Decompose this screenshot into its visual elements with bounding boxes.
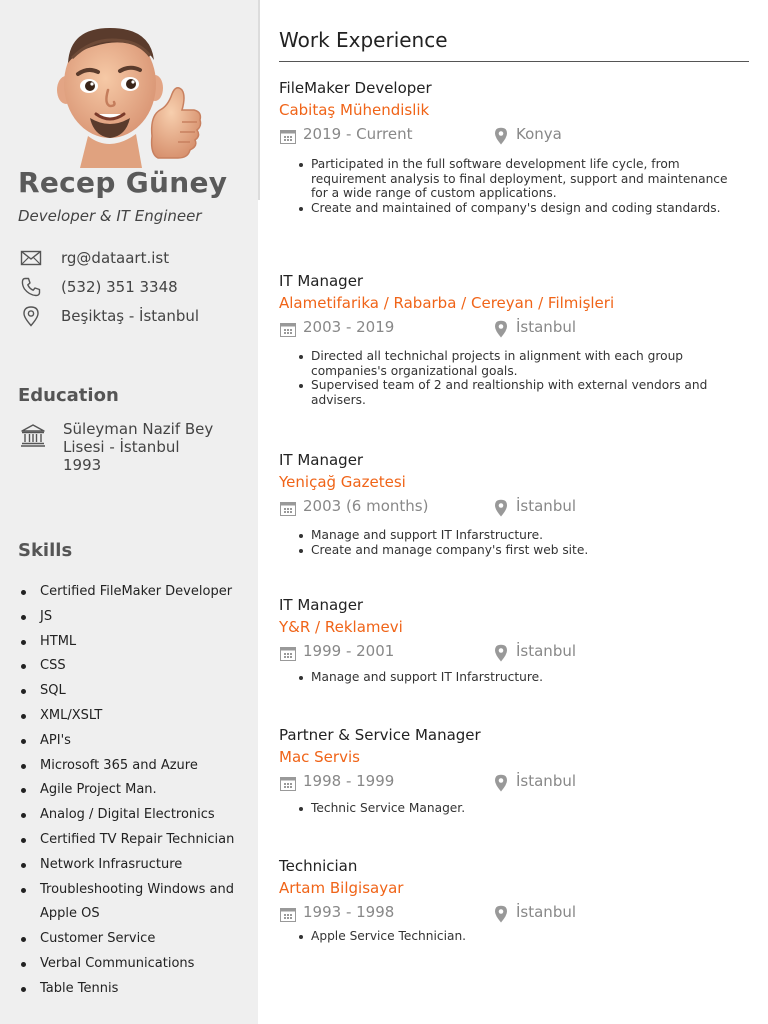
job-title: IT Manager <box>279 272 364 290</box>
job-bullets <box>298 157 728 215</box>
location-pin-icon <box>494 644 508 662</box>
job-bullet: Create and manage company's first web site. <box>298 543 728 558</box>
skill-item: Certified TV Repair Technician <box>20 828 250 853</box>
skill-item: XML/XSLT <box>20 704 250 729</box>
skill-item: Network Infrasructure <box>20 853 250 878</box>
job-meta <box>279 770 749 798</box>
institution-icon <box>20 422 46 448</box>
education-heading: Education <box>18 385 119 406</box>
skill-item: Verbal Communications <box>20 952 250 977</box>
job-entry <box>279 77 749 215</box>
job-bullets <box>298 670 728 685</box>
job-bullet: Supervised team of 2 and realtionship with external vendors and advisers. <box>298 378 728 407</box>
calendar-icon <box>280 646 296 661</box>
location-pin-icon <box>494 499 508 517</box>
job-bullet: Manage and support IT Infarstructure. <box>298 670 728 685</box>
skill-item: Agile Project Man. <box>20 778 250 803</box>
skill-item: Troubleshooting Windows and Apple OS <box>20 878 250 928</box>
phone-icon <box>20 276 42 298</box>
job-location: İstanbul <box>516 497 577 515</box>
skill-item: Customer Service <box>20 927 250 952</box>
work-experience-heading: Work Experience <box>279 28 448 52</box>
job-location: İstanbul <box>516 903 577 921</box>
skills-list <box>20 580 250 1002</box>
education-entry <box>20 420 233 474</box>
skill-item: Analog / Digital Electronics <box>20 803 250 828</box>
job-title: Partner & Service Manager <box>279 726 481 744</box>
job-location: Konya <box>516 125 562 143</box>
location-pin-icon <box>494 905 508 923</box>
job-meta <box>279 495 749 523</box>
person-title: Developer & IT Engineer <box>18 207 202 225</box>
skills-heading: Skills <box>18 540 73 561</box>
job-bullets <box>298 349 728 407</box>
contact-location <box>20 304 199 328</box>
job-bullets <box>298 929 728 944</box>
heading-rule <box>279 61 749 62</box>
job-bullet: Directed all technichal projects in alignment with each group companies's organizational goals. <box>298 349 728 378</box>
job-title: IT Manager <box>279 596 364 614</box>
calendar-icon <box>280 907 296 922</box>
job-period: 1993 - 1998 <box>303 903 395 921</box>
job-title: IT Manager <box>279 451 364 469</box>
job-period: 1999 - 2001 <box>303 642 395 660</box>
skill-item: HTML <box>20 630 250 655</box>
job-period: 1998 - 1999 <box>303 772 395 790</box>
calendar-icon <box>280 776 296 791</box>
job-bullet: Create and maintained of company's design and coding standards. <box>298 201 728 216</box>
job-company: Cabitaş Mühendislik <box>279 101 430 119</box>
job-entry <box>279 724 749 816</box>
skill-item: Microsoft 365 and Azure <box>20 754 250 779</box>
job-bullet: Participated in the full software development life cycle, from requirement analysis to final deployment, support and maintenance for a wide range of custom applications. <box>298 157 728 201</box>
job-meta <box>279 640 749 668</box>
skill-item: CSS <box>20 654 250 679</box>
phone-text: (532) 351 3348 <box>61 278 178 296</box>
job-meta <box>279 901 749 929</box>
skill-item: JS <box>20 605 250 630</box>
job-period: 2019 - Current <box>303 125 413 143</box>
location-text: Beşiktaş - İstanbul <box>61 307 200 325</box>
contact-email <box>20 246 169 270</box>
job-bullet: Manage and support IT Infarstructure. <box>298 528 728 543</box>
job-bullets <box>298 801 728 816</box>
calendar-icon <box>280 129 296 144</box>
job-bullet: Apple Service Technician. <box>298 929 728 944</box>
job-location: İstanbul <box>516 642 577 660</box>
job-company: Yeniçağ Gazetesi <box>279 473 406 491</box>
avatar <box>50 18 205 173</box>
sidebar-divider <box>258 0 260 200</box>
job-meta <box>279 123 749 151</box>
job-bullets <box>298 528 728 557</box>
job-period: 2003 - 2019 <box>303 318 395 336</box>
skill-item: Table Tennis <box>20 977 250 1002</box>
job-location: İstanbul <box>516 772 577 790</box>
job-title: Technician <box>279 857 358 875</box>
location-pin-icon <box>494 320 508 338</box>
skill-item: API's <box>20 729 250 754</box>
calendar-icon <box>280 501 296 516</box>
email-text: rg@dataart.ist <box>61 249 170 267</box>
job-entry <box>279 594 749 685</box>
job-period: 2003 (6 months) <box>303 497 429 515</box>
calendar-icon <box>280 322 296 337</box>
skill-item: SQL <box>20 679 250 704</box>
location-pin-icon <box>494 774 508 792</box>
envelope-icon <box>20 247 42 269</box>
person-name: Recep Güney <box>18 166 228 199</box>
contact-phone <box>20 275 178 299</box>
job-bullet: Technic Service Manager. <box>298 801 728 816</box>
education-text <box>63 420 233 474</box>
job-company: Mac Servis <box>279 748 360 766</box>
job-title: FileMaker Developer <box>279 79 432 97</box>
map-pin-icon <box>20 305 42 327</box>
job-company: Y&R / Reklamevi <box>279 618 403 636</box>
job-location: İstanbul <box>516 318 577 336</box>
job-entry <box>279 449 749 557</box>
job-entry <box>279 270 749 407</box>
education-school: Süleyman Nazif Bey Lisesi - İstanbul <box>63 420 214 456</box>
job-meta <box>279 316 749 344</box>
job-company: Artam Bilgisayar <box>279 879 404 897</box>
job-entry <box>279 855 749 944</box>
job-company: Alametifarika / Rabarba / Cereyan / Filmişleri <box>279 294 615 312</box>
location-pin-icon <box>494 127 508 145</box>
skill-item: Certified FileMaker Developer <box>20 580 250 605</box>
education-year: 1993 <box>63 456 102 474</box>
